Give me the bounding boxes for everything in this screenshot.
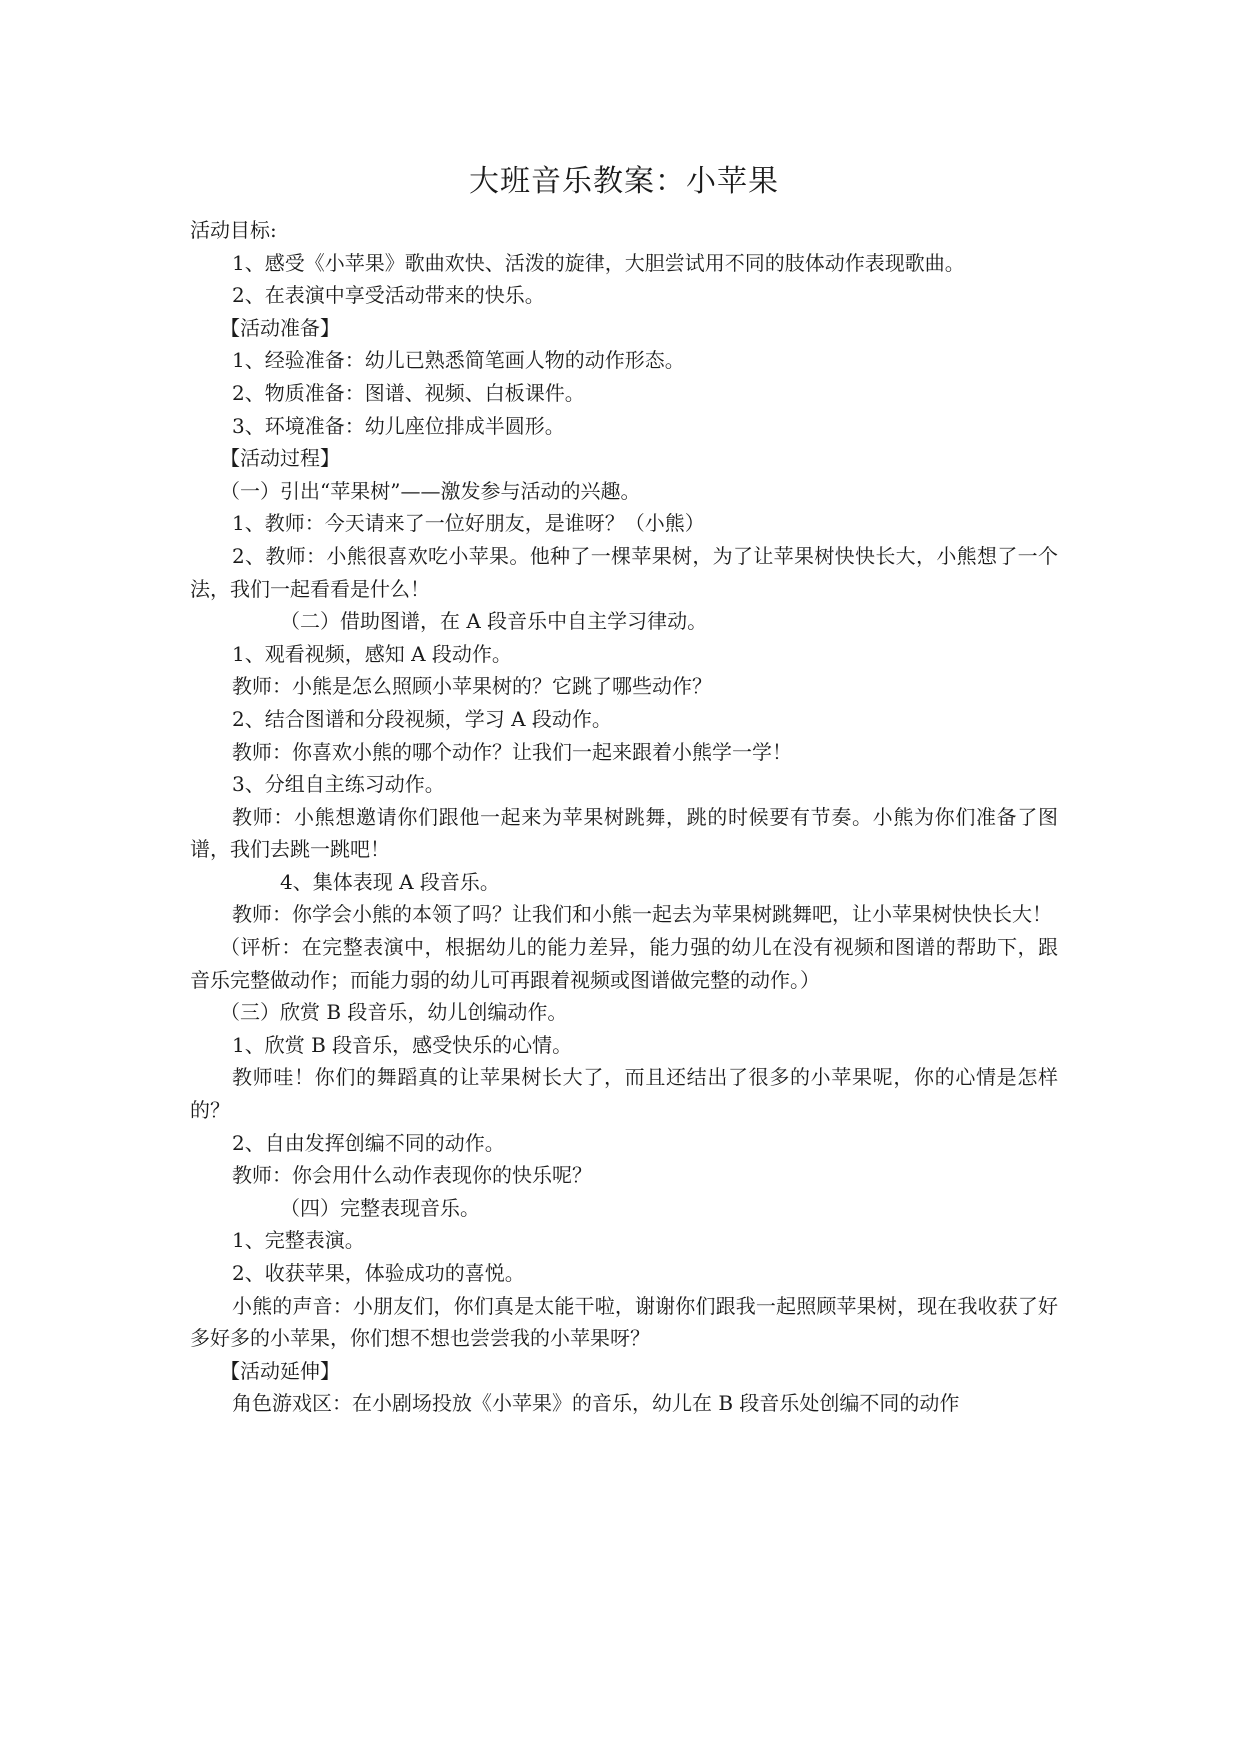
document-title: 大班音乐教案：小苹果 <box>469 164 779 199</box>
paragraph: 教师：小熊想邀请你们跟他一起来为苹果树跳舞，跳的时候要有节奏。小熊为你们准备了图谱，我们去跳一跳吧！ <box>190 804 1058 862</box>
paragraph: 1、完整表演。 <box>232 1228 365 1253</box>
paragraph: 【活动准备】 <box>220 315 340 340</box>
paragraph: 3、分组自主练习动作。 <box>232 772 445 797</box>
document-body <box>190 214 1058 1420</box>
paragraph: 教师：你学会小熊的本领了吗？让我们和小熊一起去为苹果树跳舞吧，让小苹果树快快长大！ <box>232 902 1052 927</box>
paragraph: 2、自由发挥创编不同的动作。 <box>232 1130 505 1155</box>
paragraph: 教师：你会用什么动作表现你的快乐呢？ <box>232 1163 592 1188</box>
paragraph: 2、结合图谱和分段视频，学习 A 段动作。 <box>232 706 612 731</box>
paragraph: 1、观看视频，感知 A 段动作。 <box>232 641 512 666</box>
paragraph: 2、在表演中享受活动带来的快乐。 <box>232 283 545 308</box>
paragraph: （四）完整表现音乐。 <box>280 1195 480 1220</box>
paragraph: 2、收获苹果，体验成功的喜悦。 <box>232 1261 525 1285</box>
document-page <box>190 160 1058 1420</box>
paragraph: 3、环境准备：幼儿座位排成半圆形。 <box>232 413 565 438</box>
paragraph: 【活动延伸】 <box>220 1358 340 1383</box>
paragraph: （评析：在完整表演中，根据幼儿的能力差异，能力强的幼儿在没有视频和图谱的帮助下，跟音乐完整做动作；而能力弱的幼儿可再跟着视频或图谱做完整的动作。） <box>190 935 1058 992</box>
paragraph: 1、经验准备：幼儿已熟悉简笔画人物的动作形态。 <box>232 348 685 373</box>
paragraph: 4、集体表现 A 段音乐。 <box>280 869 500 894</box>
paragraph: 1、感受《小苹果》歌曲欢快、活泼的旋律，大胆尝试用不同的肢体动作表现歌曲。 <box>232 250 965 275</box>
paragraph: 2、教师：小熊很喜欢吃小苹果。他种了一棵苹果树，为了让苹果树快快长大，小熊想了一个法，我们一起看看是什么！ <box>190 543 1058 601</box>
paragraph: （三）欣赏 B 段音乐，幼儿创编动作。 <box>220 1000 568 1025</box>
paragraph: （一）引出“苹果树”——激发参与活动的兴趣。 <box>220 478 641 503</box>
paragraph: （二）借助图谱，在 A 段音乐中自主学习律动。 <box>280 609 708 634</box>
paragraph: 2、物质准备：图谱、视频、白板课件。 <box>232 380 585 405</box>
paragraph: 活动目标: <box>190 218 277 242</box>
paragraph: 小熊的声音：小朋友们，你们真是太能干啦，谢谢你们跟我一起照顾苹果树，现在我收获了好多好多的小苹果，你们想不想也尝尝我的小苹果呀？ <box>190 1293 1058 1351</box>
paragraph: 教师：你喜欢小熊的哪个动作？让我们一起来跟着小熊学一学！ <box>232 739 792 764</box>
paragraph: 教师：小熊是怎么照顾小苹果树的？它跳了哪些动作？ <box>232 674 712 699</box>
paragraph: 【活动过程】 <box>220 446 340 471</box>
paragraph: 1、欣赏 B 段音乐，感受快乐的心情。 <box>232 1032 573 1057</box>
paragraph: 1、教师：今天请来了一位好朋友，是谁呀？（小熊） <box>232 511 705 536</box>
paragraph: 角色游戏区：在小剧场投放《小苹果》的音乐，幼儿在 B 段音乐处创编不同的动作 <box>232 1391 960 1416</box>
paragraph: 教师哇！你们的舞蹈真的让苹果树长大了，而且还结出了很多的小苹果呢，你的心情是怎样的？ <box>190 1065 1058 1123</box>
